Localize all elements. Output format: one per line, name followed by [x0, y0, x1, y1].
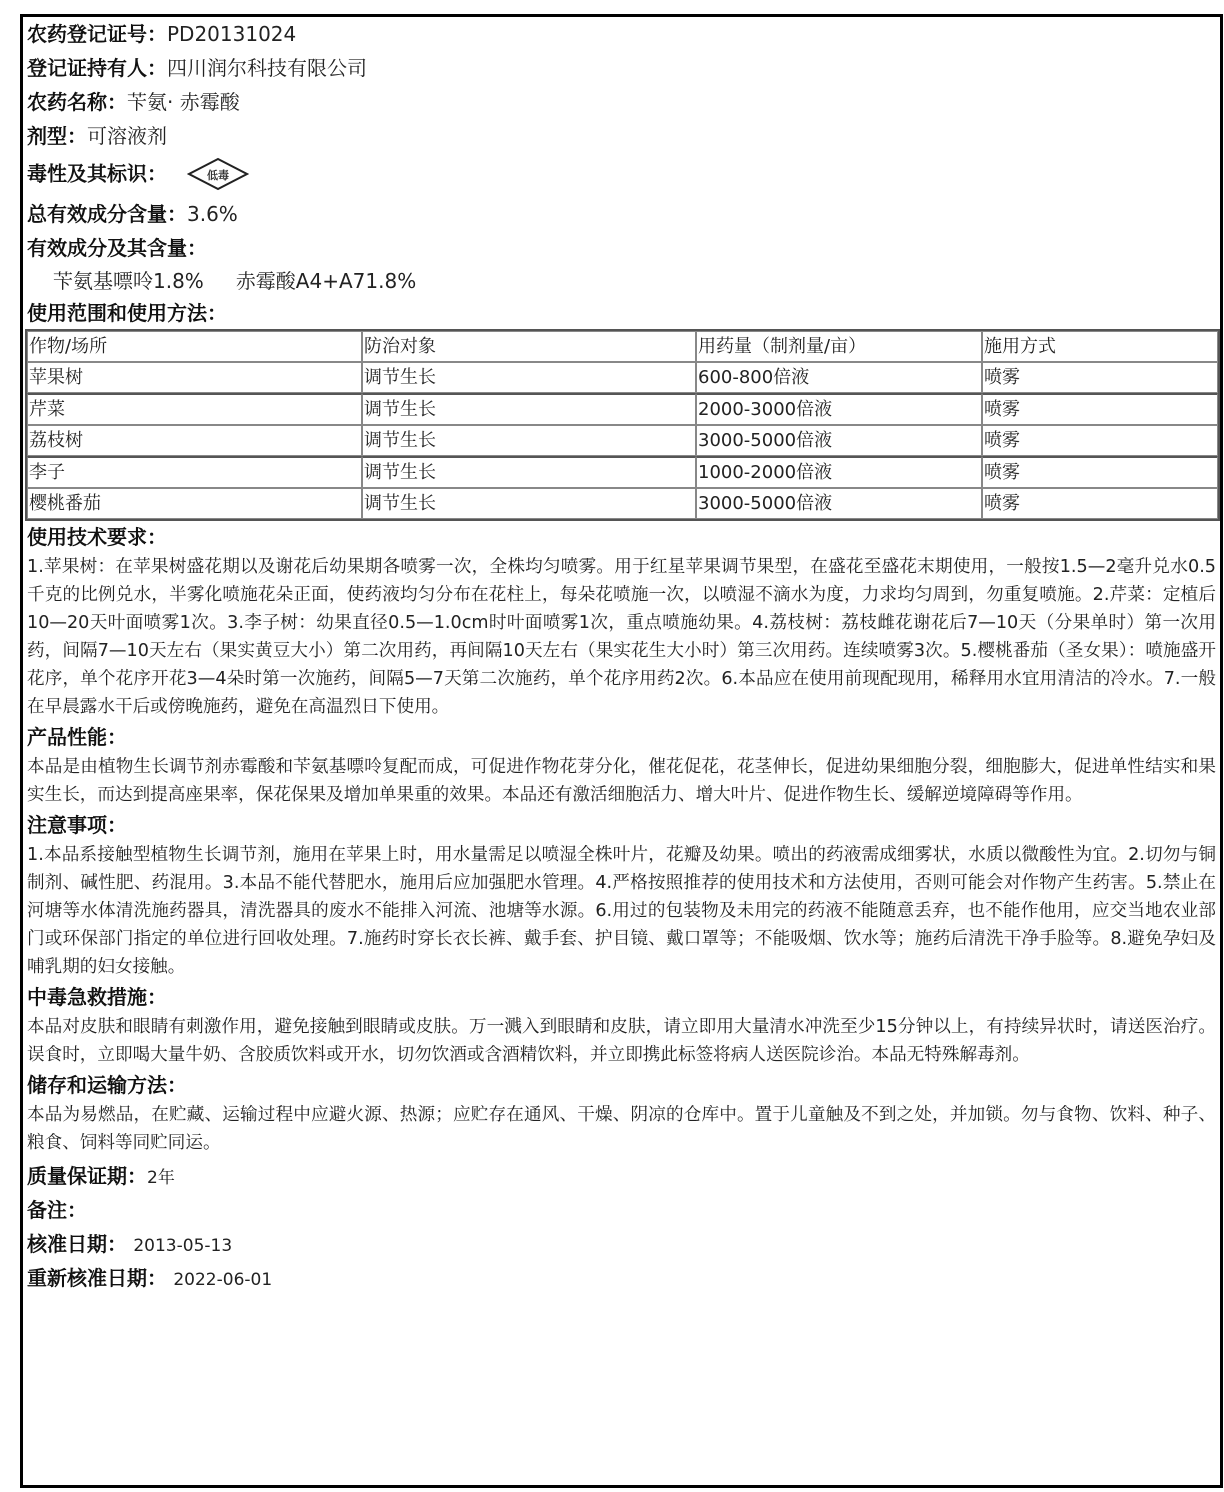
table-cell: 调节生长 — [362, 362, 696, 393]
total-content-label: 总有效成分含量： — [27, 202, 187, 226]
usage-table — [25, 329, 1220, 521]
performance-heading: 产品性能： — [27, 725, 127, 749]
table-cell: 2000-3000倍液 — [696, 393, 982, 425]
ingredients-list — [27, 265, 1218, 297]
name-value: 苄氨· 赤霉酸 — [127, 90, 240, 114]
reapproval-date-value: 2022-06-01 — [173, 1270, 273, 1290]
remarks-label: 备注： — [27, 1198, 87, 1222]
performance-text: 本品是由植物生长调节剂赤霉酸和苄氨基嘌呤复配而成，可促进作物花芽分化，催花促花，花茎伸长，促进幼果细胞分裂，细胞膨大，促进单性结实和果实生长，而达到提高座果率，保花保果及增加单果重的效果。本品还有激活细胞活力、增大叶片、促进作物生长、缓解逆境障碍等作用。 — [27, 757, 1216, 805]
registration-label: 农药登记证号： — [27, 22, 167, 46]
holder-label: 登记证持有人： — [27, 56, 167, 80]
table-row — [27, 456, 1218, 488]
reapproval-date-row — [27, 1261, 1218, 1295]
total-content-value: 3.6% — [187, 202, 238, 226]
registration-value: PD20131024 — [167, 22, 297, 46]
storage-text: 本品为易燃品，在贮藏、运输过程中应避火源、热源；应贮存在通风、干燥、阴凉的仓库中。置于儿童触及不到之处，并加锁。勿与食物、饮料、种子、粮食、饲料等同贮同运。 — [27, 1105, 1216, 1153]
first-aid-text: 本品对皮肤和眼睛有刺激作用，避免接触到眼睛或皮肤。万一溅入到眼睛和皮肤，请立即用大量清水冲洗至少15分钟以上，有持续异状时，请送医治疗。误食时，立即喝大量牛奶、含胶质饮料或开水，切勿饮酒或含酒精饮料，并立即携此标签将病人送医院诊治。本品无特殊解毒剂。 — [27, 1017, 1216, 1065]
table-cell: 荔枝树 — [27, 425, 362, 456]
holder-value: 四川润尔科技有限公司 — [167, 56, 367, 80]
table-cell: 1000-2000倍液 — [696, 456, 982, 488]
table-cell: 3000-5000倍液 — [696, 488, 982, 519]
toxicity-label: 毒性及其标识： — [27, 161, 167, 186]
technique-text: 1.苹果树：在苹果树盛花期以及谢花后幼果期各喷雾一次，全株均匀喷雾。用于红星苹果调节果型，在盛花至盛花末期使用，一般按1.5—2毫升兑水0.5千克的比例兑水，半雾化喷施花朵正面，使药液均匀分布在花柱上，每朵花喷施一次，以喷湿不滴水为度，力求均匀周到，勿重复喷施。2.芹菜：定植后10—20天叶面喷雾1次。3.李子树：幼果直径0.5—1.0cm时叶面喷雾1次，重点喷施幼果。4.荔枝树：荔枝雌花谢花后7—10天（分果单时）第一次用药，间隔7—10天左右（果实黄豆大小）第二次用药，再间隔10天左右（果实花生大小时）第三次用药。连续喷雾3次。5.樱桃番茄（圣女果）：喷施盛开花序，单个花序开花3—4朵时第一次施药，间隔5—7天第二次施药，单个花序用药2次。6.本品应在使用前现配现用，稀释用水宜用清洁的冷水。7.一般在早晨露水干后或傍晚施药，避免在高温烈日下使用。 — [27, 557, 1216, 717]
table-cell: 喷雾 — [982, 456, 1218, 488]
low-toxicity-text: 低毒 — [207, 169, 230, 182]
ingredients-heading — [27, 231, 1218, 265]
approval-date-value: 2013-05-13 — [133, 1236, 233, 1256]
table-cell: 600-800倍液 — [696, 362, 982, 393]
table-header-row — [27, 331, 1218, 362]
table-cell: 喷雾 — [982, 425, 1218, 456]
storage-heading: 储存和运输方法： — [27, 1073, 187, 1097]
table-cell: 苹果树 — [27, 362, 362, 393]
usage-label: 使用范围和使用方法： — [27, 301, 227, 325]
registration-row — [27, 17, 1218, 51]
table-header-cell: 作物/场所 — [27, 331, 362, 362]
formulation-row — [27, 119, 1218, 153]
precautions-heading: 注意事项： — [27, 813, 127, 837]
table-row — [27, 425, 1218, 456]
holder-row — [27, 51, 1218, 85]
reapproval-date-label: 重新核准日期： — [27, 1266, 167, 1290]
table-row — [27, 393, 1218, 425]
document-body — [27, 17, 1218, 1295]
shelf-life-value: 2年 — [147, 1168, 175, 1188]
remarks-row — [27, 1193, 1218, 1227]
table-cell: 芹菜 — [27, 393, 362, 425]
table-header-cell: 施用方式 — [982, 331, 1218, 362]
table-cell: 樱桃番茄 — [27, 488, 362, 519]
table-cell: 调节生长 — [362, 425, 696, 456]
table-cell: 李子 — [27, 456, 362, 488]
table-cell: 喷雾 — [982, 362, 1218, 393]
table-cell: 调节生长 — [362, 393, 696, 425]
total-content-row — [27, 197, 1218, 231]
table-header-cell: 用药量（制剂量/亩） — [696, 331, 982, 362]
ingredient-item: 苄氨基嘌呤1.8% — [53, 269, 204, 293]
table-cell: 调节生长 — [362, 456, 696, 488]
first-aid-heading: 中毒急救措施： — [27, 985, 167, 1009]
shelf-life-row — [27, 1159, 1218, 1193]
table-cell: 喷雾 — [982, 488, 1218, 519]
table-cell: 调节生长 — [362, 488, 696, 519]
table-cell: 3000-5000倍液 — [696, 425, 982, 456]
ingredient-item: 赤霉酸A4+A71.8% — [235, 269, 417, 293]
approval-date-label: 核准日期： — [27, 1232, 127, 1256]
toxicity-row — [27, 153, 1218, 197]
table-row — [27, 488, 1218, 519]
low-toxicity-diamond-icon — [187, 157, 249, 201]
shelf-life-label: 质量保证期： — [27, 1164, 147, 1188]
technique-heading: 使用技术要求： — [27, 525, 167, 549]
table-row — [27, 362, 1218, 393]
formulation-label: 剂型： — [27, 124, 87, 148]
name-label: 农药名称： — [27, 90, 127, 114]
precautions-text: 1.本品系接触型植物生长调节剂，施用在苹果上时，用水量需足以喷湿全株叶片，花瓣及幼果。喷出的药液需成细雾状，水质以微酸性为宜。2.切勿与铜制剂、碱性肥、药混用。3.本品不能代替肥水，施用后应加强肥水管理。4.严格按照推荐的使用技术和方法使用，否则可能会对作物产生药害。5.禁止在河塘等水体清洗施药器具，清洗器具的废水不能排入河流、池塘等水源。6.用过的包装物及未用完的药液不能随意丢弃，也不能作他用，应交当地农业部门或环保部门指定的单位进行回收处理。7.施药时穿长衣长裤、戴手套、护目镜、戴口罩等；不能吸烟、饮水等；施药后清洗干净手脸等。8.避免孕妇及哺乳期的妇女接触。 — [27, 845, 1216, 977]
name-row — [27, 85, 1218, 119]
usage-heading — [27, 297, 1218, 329]
label-document — [20, 14, 1223, 1488]
formulation-value: 可溶液剂 — [87, 124, 167, 148]
table-cell: 喷雾 — [982, 393, 1218, 425]
approval-date-row — [27, 1227, 1218, 1261]
ingredients-label: 有效成分及其含量： — [27, 236, 207, 260]
table-header-cell: 防治对象 — [362, 331, 696, 362]
